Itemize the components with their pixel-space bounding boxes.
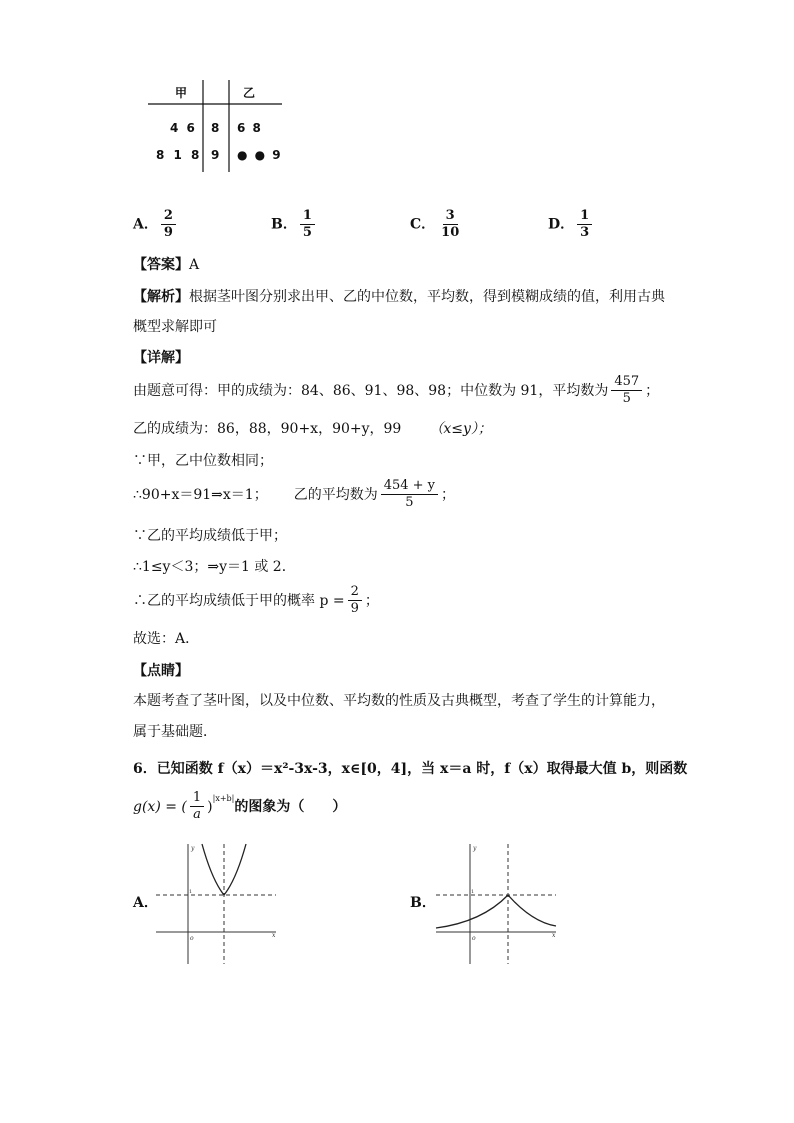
graph-a-tick: 1 <box>189 889 193 895</box>
stem-leaf-row2-stem: 9 <box>211 148 220 162</box>
graph-b-y-label: y <box>473 845 477 852</box>
stem-leaf-row1-left: 4 6 <box>170 121 195 135</box>
graph-b-label[interactable]: B． <box>410 895 436 911</box>
option-d[interactable]: D． $\frac{1}{3}$ <box>548 208 595 241</box>
option-d-fraction: $\frac{1}{3}$ <box>577 208 592 241</box>
detail-line-1: 由题意可得：甲的成绩为：84、86、91、98、98；中位数为 91，平均数为 $\frac{457}{5}$ ； <box>133 374 660 406</box>
graph-a-y-label: y <box>191 845 195 852</box>
answer-tag: 【答案】 <box>133 257 189 273</box>
graph-a-label[interactable]: A． <box>133 895 158 911</box>
answer-value: A <box>189 257 200 273</box>
comment-tag: 【点睛】 <box>133 663 189 679</box>
detail-line-4: ∴90+x＝91⇒x＝1； 乙的平均数为 $\frac{454 + y}{5}$ ； <box>133 478 456 510</box>
answer-line <box>133 256 199 274</box>
graph-a-x-label: x <box>272 932 276 939</box>
comment-line-2: 属于基础题． <box>133 724 217 740</box>
g-base-fraction: $\frac{1}{a}$ <box>190 790 204 823</box>
stem-leaf-row2-left: 8 1 8 <box>156 148 200 162</box>
option-c[interactable]: C． $\frac{3}{10}$ <box>410 208 465 241</box>
detail-line-2: 乙的成绩为：86，88，90+x，90+y，99 （x≤y）； <box>133 421 492 437</box>
detail-probability-fraction: $\frac{2}{9}$ <box>348 584 362 617</box>
graph-b-x-label: x <box>552 932 556 939</box>
comment-line-1: 本题考查了茎叶图，以及中位数、平均数的性质及古典概型，考查了学生的计算能力， <box>133 693 665 709</box>
stem-leaf-header-right: 乙 <box>243 86 256 100</box>
question-6-line-2: g(x) = ( $\frac{1}{a}$ ) $^{|x+b|}$ 的图象为（ ） <box>133 790 347 822</box>
stem-leaf-row2-right: ● ● 9 <box>237 148 281 162</box>
detail-mean-jia-fraction: $\frac{457}{5}$ <box>611 374 642 407</box>
option-b[interactable]: B． $\frac{1}{5}$ <box>271 208 318 241</box>
detail-line-5: ∵乙的平均成绩低于甲； <box>133 528 287 544</box>
stem-leaf-row1-right: 6 8 <box>237 121 261 135</box>
detail-line-3: ∵甲，乙中位数相同； <box>133 453 273 469</box>
detail-line-7: ∴乙的平均成绩低于甲的概率 p = $\frac{2}{9}$ ； <box>133 584 379 616</box>
analysis-line-2: 概型求解即可 <box>133 319 217 335</box>
graph-b <box>432 840 562 968</box>
graph-b-origin: o <box>472 935 476 942</box>
option-a-fraction: $\frac{2}{9}$ <box>161 208 176 241</box>
detail-mean-yi-fraction: $\frac{454 + y}{5}$ <box>381 478 438 511</box>
graph-b-tick: 1 <box>471 889 475 895</box>
graph-a <box>152 840 282 968</box>
stem-leaf-header-left: 甲 <box>175 86 188 100</box>
option-c-fraction: $\frac{3}{10}$ <box>441 208 460 240</box>
graph-a-origin: o <box>190 935 194 942</box>
analysis-line-1: 【解析】根据茎叶图分别求出甲、乙的中位数，平均数，得到模糊成绩的值，利用古典 <box>133 289 665 305</box>
stem-leaf-row1-stem: 8 <box>211 121 220 135</box>
stem-leaf-plot <box>140 78 290 178</box>
detail-tag: 【详解】 <box>133 350 189 366</box>
analysis-tag: 【解析】 <box>133 289 189 305</box>
detail-line-6: ∴1≤y＜3；⇒y＝1 或 2． <box>133 559 296 575</box>
question-6-line-1: 6．已知函数 f（x）＝x²-3x-3，x∈[0，4]，当 x＝a 时，f（x）取得最大值 b，则函数 <box>133 761 688 777</box>
detail-line-8: 故选：A． <box>133 631 200 647</box>
option-a[interactable]: A． $\frac{2}{9}$ <box>133 208 179 241</box>
option-b-fraction: $\frac{1}{5}$ <box>300 208 315 241</box>
